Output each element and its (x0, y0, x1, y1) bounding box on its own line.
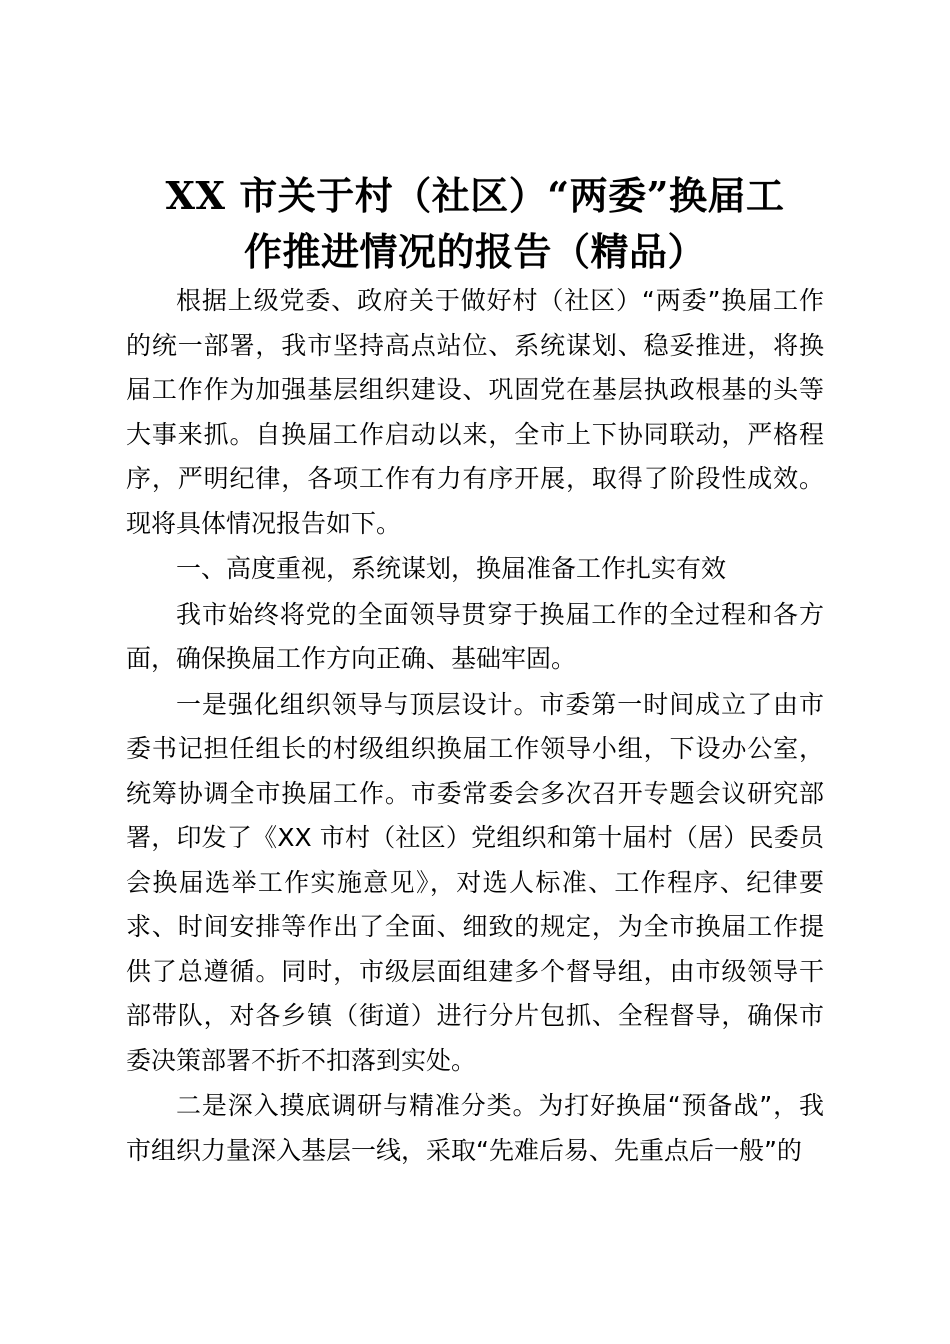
document-title (126, 168, 824, 280)
section-1-paragraph: 我市始终将党的全面领导贯穿于换届工作的全过程和各方面，确保换届工作方向正确、基础牢固。 (126, 599, 824, 673)
document-title-line-1: XX 市关于村（社区）“两委”换届工 (165, 173, 785, 218)
intro-paragraph: 根据上级党委、政府关于做好村（社区）“两委”换届工作的统一部署，我市坚持高点站位、系统谋划、稳妥推进，将换届工作作为加强基层组织建设、巩固党在基层执政根基的头等大事来抓。自换届工作启动以来，全市上下协同联动，严格程序，严明纪律，各项工作有力有序开展，取得了阶段性成效。现将具体情况报告如下。 (126, 286, 824, 538)
point-2-paragraph: 二是深入摸底调研与精准分类。为打好换届“预备战”，我市组织力量深入基层一线，采取“先难后易、先重点后一般”的 (126, 1091, 824, 1165)
point-1-paragraph: 一是强化组织领导与顶层设计。市委第一时间成立了由市委书记担任组长的村级组织换届工作领导小组，下设办公室，统筹协调全市换届工作。市委常委会多次召开专题会议研究部署，印发了《XX 市村（社区）党组织和第十届村（居）民委员会换届选举工作实施意见》，对选人标准、工作程序、纪律要求、时间安排等作出了全面、细致的规定，为全市换届工作提供了总遵循。同时，市级层面组建多个督导组，由市级领导干部带队，对各乡镇（街道）进行分片包抓、全程督导，确保市委决策部署不折不扣落到实处。 (126, 689, 824, 1075)
section-heading-1: 一、高度重视，系统谋划，换届准备工作扎实有效 (176, 554, 727, 583)
document-body (126, 279, 824, 1174)
document-title-line-2: 作推进情况的报告（精品） (243, 229, 706, 274)
